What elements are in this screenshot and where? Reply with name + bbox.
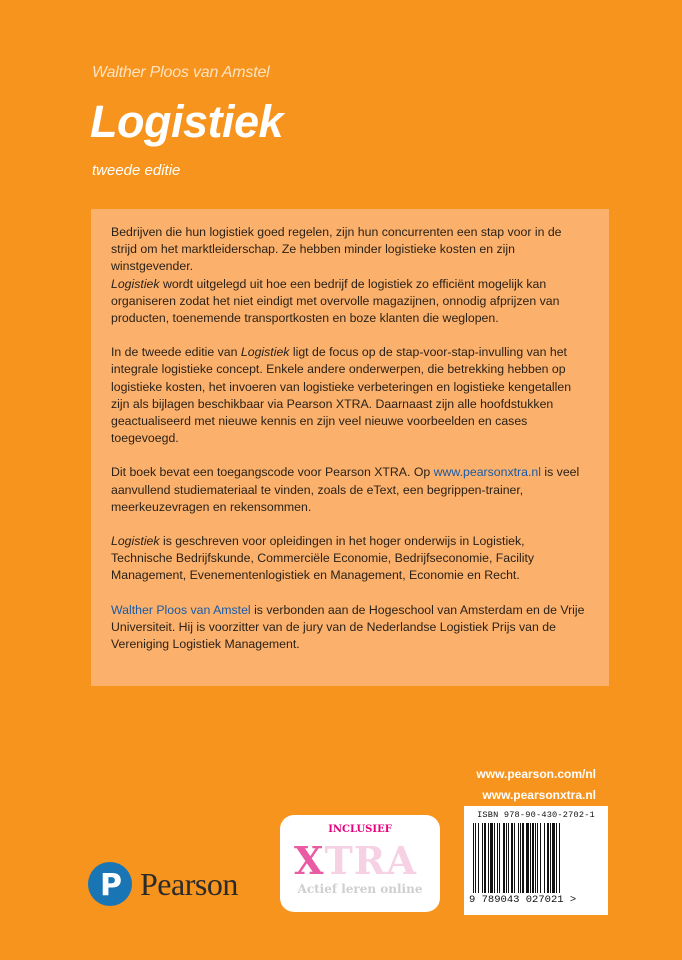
title-reference: Logistiek: [111, 534, 160, 549]
barcode-bar: [526, 823, 529, 893]
website-links: [476, 764, 596, 806]
barcode-number: [469, 894, 603, 906]
barcode-suffix: >: [569, 894, 577, 906]
barcode-bar: [544, 823, 545, 893]
barcode-bar: [499, 823, 500, 893]
barcode-bar: [540, 823, 541, 893]
isbn-label: ISBN 978-90-430-2702-1: [477, 810, 595, 820]
blurb-text: Dit boek bevat een toegangscode voor Pearson XTRA. Op: [111, 465, 434, 480]
blurb-paragraph-2: [111, 276, 589, 328]
edition-label: tweede editie: [92, 162, 181, 179]
barcode-bar: [488, 823, 489, 893]
blurb-text: is geschreven voor opleidingen in het hoger onderwijs in Logistiek, Technische Bedrijfskunde, Commerciële Economie, Bedrijfseconomie, Facility Management, Evenementenlogistiek en Management, Economie en Recht.: [111, 534, 535, 583]
title-reference: Logistiek: [240, 345, 290, 360]
barcode-bar: [520, 823, 521, 893]
barcode-bar: [511, 823, 513, 893]
pearsonxtra-link[interactable]: www.pearsonxtra.nl: [433, 465, 541, 480]
barcode-bar: [482, 823, 483, 893]
barcode-bar: [532, 823, 534, 893]
barcode-bar: [490, 823, 493, 893]
barcode-group-2: 027021: [525, 894, 564, 906]
barcode-bar: [547, 823, 549, 893]
barcode-bar: [552, 823, 555, 893]
xtra-logo: [294, 838, 417, 883]
barcode-bar: [494, 823, 495, 893]
pearson-logo-letter: P: [100, 868, 122, 903]
blurb-text: is verbonden aan de Hogeschool van Amsterdam en de Vrije Universiteit. Hij is voorzitter van de jury van de Nederlandse Logistiek Prijs van de Vereniging Logistiek Management.: [111, 602, 585, 652]
barcode-bar: [473, 823, 474, 893]
author-link[interactable]: Walther Ploos van Amstel: [111, 602, 251, 617]
barcode-bar: [559, 823, 560, 893]
barcode-bar: [550, 823, 551, 893]
blurb-text: ligt de focus op de stap-voor-stap-invulling van het integrale logistieke concept. Enkele andere onderwerpen, die betrekking hebben op logistieke kosten, het invoeren van logistieke verbeteringen en logistieke kengetallen zijn als bijlagen beschikbaar via Pearson XTRA. Daarnaast zijn alle hoofdstukken geactualiseerd met nieuwe kennis en zijn veel nieuwe voorbeelden en cases toegevoegd.: [111, 345, 572, 446]
barcode-bar: [535, 823, 536, 893]
blurb-paragraph-5: [111, 533, 589, 585]
barcode-bar: [537, 823, 538, 893]
xtra-rest-letters: TRA: [324, 838, 417, 883]
xtra-inclusief-label: INCLUSIEF: [328, 824, 392, 835]
barcode-bar: [478, 823, 479, 893]
blurb-paragraph-6: [111, 602, 589, 654]
barcode-bar: [484, 823, 486, 893]
xtra-x-letter: X: [294, 838, 325, 883]
barcode-group-1: 789043: [481, 894, 520, 906]
book-title: Logistiek: [90, 96, 284, 147]
blurb-box: [91, 209, 609, 686]
barcode-bar: [514, 823, 515, 893]
pearson-logo-icon: [88, 862, 132, 906]
blurb-paragraph-1: Bedrijven die hun logistiek goed regelen, zijn hun concurrenten een stap voor in de strijd om het marktleiderschap. Ze hebben minder logistieke kosten en zijn winstgevender.: [111, 225, 562, 274]
barcode-bar: [518, 823, 519, 893]
author-name: Walther Ploos van Amstel: [92, 64, 270, 81]
blurb-text: wordt uitgelegd uit hoe een bedrijf de logistiek zo efficiënt mogelijk kan organiseren zodat het niet eindigt met overvolle magazijnen, onnodig afprijzen van producten, toenemende transportkosten en boze klanten die weglopen.: [111, 276, 560, 326]
barcode-bar: [497, 823, 498, 893]
barcode-bar: [508, 823, 509, 893]
barcode-bar: [503, 823, 505, 893]
title-reference: Logistiek: [111, 276, 160, 291]
blurb-paragraph-3: [111, 344, 589, 447]
xtra-tagline: Actief leren online: [297, 882, 423, 896]
blurb-text: is veel aanvullend studiemateriaal te vinden, zoals de eText, een begrippen-trainer, meerkeuzevragen en rekensommen.: [111, 465, 580, 514]
barcode-bar: [522, 823, 524, 893]
publisher-name: Pearson: [140, 866, 238, 902]
barcode-box: [464, 806, 608, 915]
pearson-url[interactable]: www.pearson.com/nl: [476, 767, 596, 781]
pearsonxtra-url[interactable]: www.pearsonxtra.nl: [482, 788, 596, 802]
barcode-bar: [506, 823, 507, 893]
blurb-paragraph-4: [111, 464, 589, 516]
xtra-badge: [280, 815, 440, 912]
blurb-text: In de tweede editie van: [111, 345, 241, 360]
barcode-icon: [469, 823, 603, 893]
barcode-bar: [530, 823, 531, 893]
barcode-bar: [475, 823, 476, 893]
barcode-prefix: 9: [469, 894, 476, 906]
barcode-bar: [556, 823, 557, 893]
